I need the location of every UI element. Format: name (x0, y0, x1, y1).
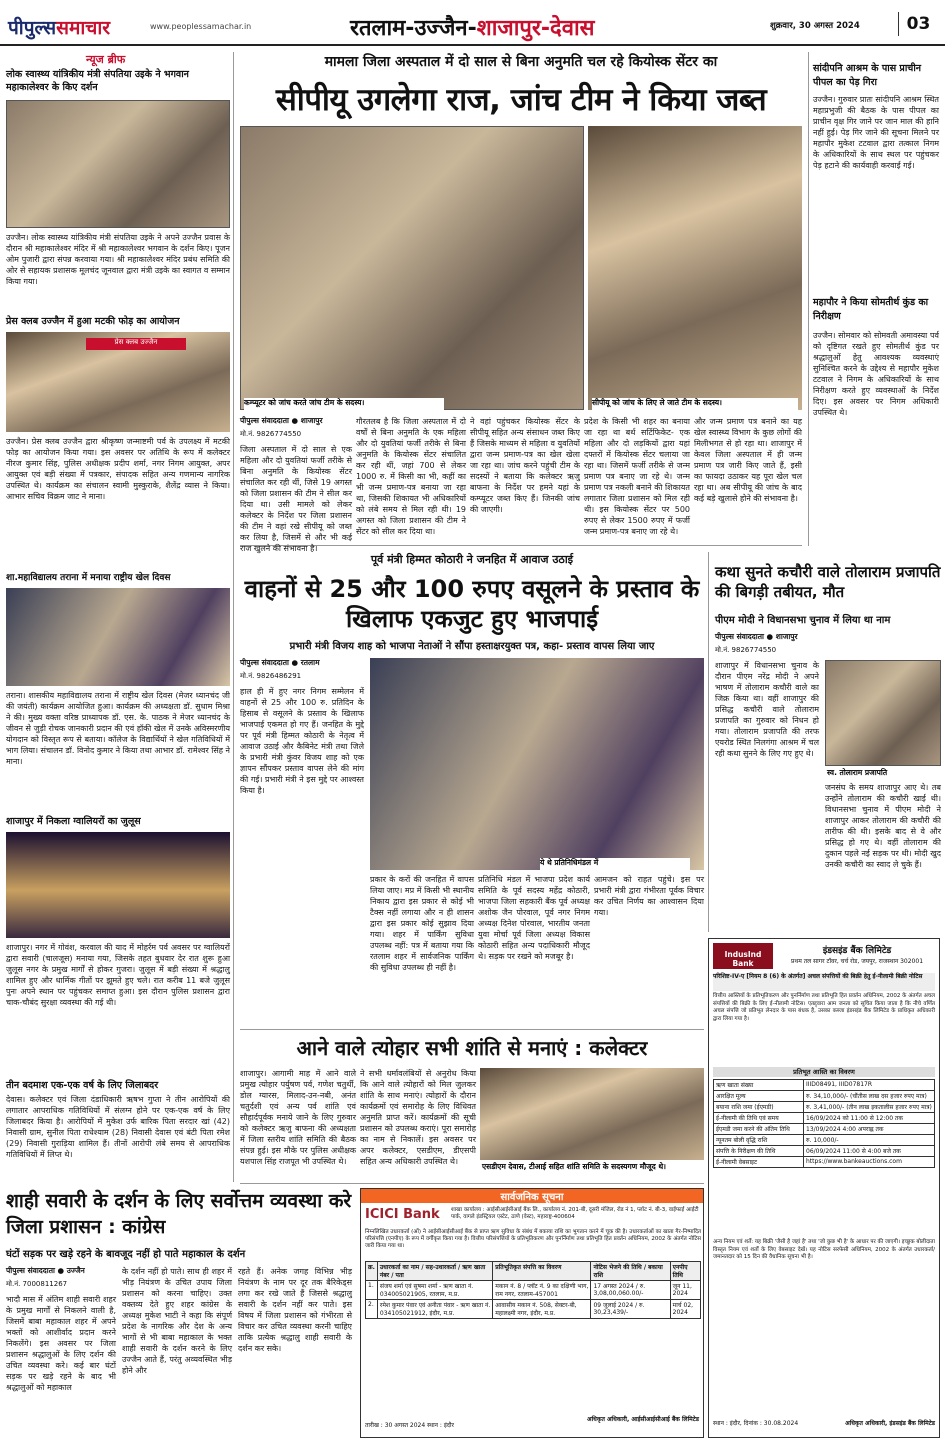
edition-red: शाजापुर-देवास (476, 16, 595, 41)
right-top-body2: उज्जैन। सोमवार को सोमवती अमावस्या पर्व को दृष्टिगत रखते हुए सोमतीर्थ कुंड पर श्रद्धालुओं हेतु आवश्यक व्यवस्थाएं सुनिश्चित करने के उद्देश्य से महापौर मुकेश टटवाल ने निगम के अधिकारियों के साथ निरीक्षण करते हुए व्यवस्थाओं के निर्देश दिए। इस अवसर पर निगम अधिकारी उपस्थित थे। (813, 331, 939, 417)
icici-cell: 1. (366, 1281, 378, 1300)
mid-deck: प्रभारी मंत्री विजय शाह को भाजपा नेताओं ने सौंपा हस्ताक्षरयुक्त पत्र, कहा- प्रस्ताव वापस लिया जाए (289, 641, 655, 652)
story5-body: देवास। कलेक्टर एवं जिला दंडाधिकारी ऋषभ गुप्ता ने तीन आरोपियों की लगातार आपराधिक गतिविधियों में संलग्न होने पर एक-एक वर्ष के लिए जिलाबदर किया है। आरोपियों में मुकेश उर्फ बारिक पिता सरदार खां (42) निवासी ग्राम, सुनील पिता राधेश्याम (28) निवासी देवास एवं बंटी पिता रमेश (29) निवासी गुराड़िया शामिल हैं। तीनों आरोपी लंबे समय से आपराधिक गतिविधियों में लिप्त थे। (6, 1095, 230, 1159)
indusind-row-label: न्यूनतम बोली वृद्धि राशि (714, 1135, 804, 1146)
story4-title: शाजापुर में निकला ग्वालियरों का जुलूस (6, 816, 141, 827)
mid-mobile: मो.नं. 9826486291 (240, 672, 302, 680)
indusind-row-value: रु. 10,000/- (804, 1135, 935, 1146)
icici-cell: 09 जुलाई 2024 / रु. 30,23,439/- (591, 1300, 670, 1319)
top-caption-2: सीपीयू को जांच के लिए ले जाते टीम के सदस्य। (592, 398, 798, 410)
bottom-mobile: मो.नं. 7000811267 (6, 1280, 68, 1288)
mid-photo-caption: ये थे प्रतिनिधिमंडल में (540, 858, 690, 870)
story4-body: शाजापुर। नगर में गोवंश, करवाल की याद में मोहर्रम पर्व अवसर पर ग्वालियरों द्वारा सवारी (चालजूस) मनाया गया, जिसके तहत बुधवार देर रात शुरू हुआ जुलूस नगर के प्रमुख मार्गों से होकर गुजरा। जुलूस में बड़ी संख्या में श्रद्धालु शामिल हुए और धार्मिक गीतों पर झूमते हुए चले। रात करीब 11 बजे जुलूस पुनः अपने स्थान पर पहुंचकर समाप्त हुआ। इस दौरान पुलिस प्रशासन द्वारा चाक-चौबंद सुरक्षा व्यवस्था की गई थी। (6, 943, 230, 1007)
bottom-deck: घंटों सड़क पर खड़े रहने के बावजूद नहीं हो पाते महाकाल के दर्शन (6, 1249, 246, 1260)
icici-ad (360, 1188, 704, 1438)
icici-cell: मकान नं. 8 / प्लॉट नं. 9 का दक्षिणी भाग, राम नगर, रतलाम-457001 (493, 1281, 591, 1300)
top-kicker: मामला जिला अस्पताल में दो साल से बिना अनुमति चल रहे कियोस्क सेंटर का (324, 54, 718, 70)
story2-body: उज्जैन। प्रेस क्लब उज्जैन द्वारा श्रीकृष्ण जन्माष्टमी पर्व के उपलक्ष्य में मटकी फोड़ का आयोजन किया गया। इस अवसर पर अतिथि के रूप में कलेक्टर नीरज कुमार सिंह, पुलिस अधीक्षक प्रदीप शर्मा, नगर निगम आयुक्त, अपर आयुक्त एवं बड़ी संख्या में पत्रकार, संपादक सहित अन्य गणमान्य नागरिक उपस्थित थे। कार्यक्रम का संचालन स्वामी मुस्कुराके, शैलेंद्र व्यास ने किया। आभार सचिव विक्रम जाट ने माना। (6, 437, 230, 501)
story3-photo (6, 588, 230, 686)
icici-cell: जून 11, 2024 (670, 1281, 700, 1300)
top-col2: गौरतलब है कि जिला अस्पताल में दो वर्षों से बिना अनुमति के एक महिला और दो युवतियां फर्जी तरीके से बिना अनुमति के कियोस्क सेंटर संचालित कर रही थीं, जहां 700 से लेकर 1000 रु. में किसी का भी, कहीं का भी जन्म प्रमाण-पत्र बनाया जा रहा था, जिसकी शिकायत भी अधिकारियों को लंबे समय से मिल रही थी। 19 अगस्त को जिला प्रशासन की टीम ने सेंटर को सील कर दिया था। (356, 417, 466, 536)
indusind-address: प्रथम तल सागर टॉवर, चर्च रोड, जयपुर, राजस्थान 302001 (790, 958, 924, 965)
indusind-title: इंडसइंड बैंक लिमिटेड (822, 946, 892, 956)
top-story (240, 52, 802, 553)
indusind-row-label: ई-नीलामी वेबसाइट (714, 1157, 804, 1168)
story3-title: शा.महाविद्यालय तराना में मनाया राष्ट्रीय खेल दिवस (6, 573, 171, 583)
right-mid-body1: शाजापुर में विधानसभा चुनाव के दौरान पीएम नरेंद्र मोदी ने अपने भाषण में तोलाराम कचौरी वाले का जिक्र किया था। वहीं शाजापुर की प्रसिद्ध कचौरी वाले तोलाराम प्रजापति का गुरुवार को निधन हो गया। तोलाराम प्रजापति की तरफ एयरोड स्थित निलगंगा आश्रम में चल रही कथा सुनने के लिए गए हुए थे। (715, 661, 819, 758)
lower-story (240, 1034, 704, 1184)
bottom-byline-city: उज्जैन (66, 1266, 85, 1275)
lower-body1: शाजापुर। आगामी माह में आने वाले प्रमुख त्योहार पर्युषण पर्व, गणेश चतुर्थी, डोल ग्यारस, मिलाद-उन-नबी, अनंत चतुर्दशी एवं अन्य पर्व शांति एवं सौहार्दपूर्वक मनाये जाने के लिए गुरुवार को कलेक्टर ऋजु बाफना की अध्यक्षता में जिला स्तरीय शांति समिति की बैठक संपन्न हुई। इस मौके पर पुलिस अधीक्षक यशपाल सिंह राजपूत भी उपस्थित थे। (240, 1069, 356, 1166)
story2-photo (6, 332, 230, 432)
icici-cell: 17 अगस्त 2024 / रु. 3,08,00,060.00/- (591, 1281, 670, 1300)
icici-cell: आवासीय मकान नं. 508, सेक्टर-बी, महालक्ष्मी नगर, इंदौर, म.प्र. (493, 1300, 591, 1319)
top-byline: पीपुल्स संवाददाता ● शाजापुर (240, 416, 323, 425)
icici-row (366, 1300, 701, 1319)
edition-title (350, 12, 680, 40)
page-number: 03 (898, 12, 938, 36)
mid-photo (370, 658, 704, 870)
left-column (6, 52, 234, 1182)
mid-byline: पीपुल्स संवाददाता ● रतलाम (240, 658, 320, 667)
masthead (0, 0, 945, 46)
right-mid-body2: जनसंघ के समय शाजापुर आए थे। तब उन्होंने तोलाराम की कचौरी खाई थी। विधानसभा चुनाव में पीएम मोदी ने शाजापुर आकर तोलाराम की कचौरी की तारीफ की थी। इसके बाद से वे और प्रसिद्ध हो गए थे। वहीं तोलाराम की दुकान पहले नई सड़क पर थी। मोदी खुद उनकी कचौरी का स्वाद ले चुके हैं। (825, 783, 941, 869)
indusind-table-head: प्रतिभूत आस्ति का विवरण (713, 1067, 935, 1077)
icici-row (366, 1281, 701, 1300)
story1-body: उज्जैन। लोक स्वास्थ्य यांत्रिकीय मंत्री संपतिया उइके ने अपने उज्जैन प्रवास के दौरान श्री महाकालेश्वर मंदिर में श्री महाकालेश्वर भगवान के दर्शन किए। पूजन ओम पुजारी द्वारा संपन्न करवाया गया। श्री महाकालेश्वर मंदिर प्रबंध समिति की ओर से सहायक प्रशासक मूलचंद जूनवाल द्वारा मंत्री उइके का स्वागत व सम्मान किया गया। (6, 233, 230, 286)
icici-cell: संजय शर्मा एवं सुषमा शर्मा - ऋण खाता नं. 034005021905, रतलाम, म.प्र. (377, 1281, 492, 1300)
icici-title: सार्वजनिक सूचना (361, 1189, 703, 1203)
indusind-sign: अधिकृत अधिकारी, इंडसइंड बैंक लिमिटेड (845, 1420, 935, 1427)
mid-byline-name: पीपुल्स संवाददाता (240, 658, 289, 667)
indusind-row (714, 1113, 935, 1124)
indusind-row-label: ईएमडी जमा करने की अंतिम तिथि (714, 1124, 804, 1135)
indusind-row (714, 1091, 935, 1102)
right-mid-mobile: मो.नं. 9826774550 (715, 646, 777, 654)
icici-sign: अधिकृत अधिकारी, आईसीआईसीआई बैंक लिमिटेड (587, 1416, 699, 1423)
indusind-row-label: ई-नीलामी की तिथि एवं समय (714, 1113, 804, 1124)
indusind-row-label: बयाना राशि जमा (ईएमडी) (714, 1102, 804, 1113)
right-mid-story (708, 552, 940, 932)
story4-photo (6, 832, 230, 938)
indusind-row-label: संपत्ति के निरीक्षण की तिथि (714, 1146, 804, 1157)
edition-black: रतलाम-उज्जैन- (350, 16, 477, 41)
indusind-row (714, 1157, 935, 1168)
bottom-story (6, 1188, 354, 1438)
top-col1: जिला अस्पताल में दो साल से एक महिला और दो युवतियां फर्जी तरीके से बिना अनुमति के कियोस्क सेंटर संचालित कर रही थीं, जिसे 19 अगस्त को जिला प्रशासन की टीम ने सील कर दिया था। उसी मामले को लेकर कलेक्टर के निर्देश पर जिला प्रशासन की टीम ने वहां रखे सीपीयू को जब्त कर लिया है, जिसमें से और भी कई राज खुलने की संभावना है। (240, 445, 352, 553)
right-top (808, 52, 940, 546)
bottom-col3: रहते हैं। अनेक जगह विभिन्न भीड़ नियंत्रण के नाम पर दूर तक बैरिकेड्स लगा कर रखे जाते हैं जिससे श्रद्धालु सवारी के दर्शन नहीं कर पाते। इस विषय में जिला प्रशासन को गंभीरता से विचार कर उचित व्यवस्था करनी चाहिए ताकि प्रत्येक श्रद्धालु शाही सवारी के दर्शन कर सके। (238, 1267, 352, 1353)
top-byline-name: पीपुल्स संवाददाता (240, 416, 289, 425)
icici-cell: मार्च 02, 2024 (670, 1300, 700, 1319)
bottom-headline: शाही सवारी के दर्शन के लिए सर्वोत्तम व्यवस्था करे जिला प्रशासन : कांग्रेस (6, 1190, 352, 1238)
indusind-row-value: रु. 3,41,000/- (तीन लाख इकतालीस हजार रुपए मात्र) (804, 1102, 935, 1113)
icici-footer: तारीख : 30 अगस्त 2024 स्थान : इंदौर (365, 1422, 454, 1429)
story1-title: लोक स्वास्थ्य यांत्रिकीय मंत्री संपतिया उइके ने भगवान महाकालेश्वर के किए दर्शन (6, 69, 189, 93)
indusind-logo: IndusInd Bank (713, 943, 773, 969)
top-col5: और जन्म प्रमाण पत्र बनाने का यह खेल स्वास्थ्य विभाग के कुछ लोगों की मिलीभगत से हो रहा था। शाजापुर में केवल जिला अस्पताल में ही जन्म प्रमाण पत्र जारी किए जाते हैं, इसी का फायदा उठाकर यह पूरा खेल चल रहा था। अब सीपीयू की जांच के बाद कई बड़े खुलासे होने की संभावना है। (694, 417, 802, 503)
brief-label: न्यूज ब्रीफ (86, 53, 126, 66)
bottom-col1: भादौ मास में अंतिम शाही सवारी शहर के प्रमुख मार्गों से निकलने वाली है, जिसमें बाबा महाकाल शहर में अपने भक्तों को आशीर्वाद प्रदान करने निकलेंगे। इस अवसर पर जिला प्रशासन श्रद्धालुओं के लिए दर्शन की उचित व्यवस्था करे। कई बार घंटों सड़क पर खड़े रहने के बाद भी श्रद्धालुओं को महाकाल (6, 1295, 116, 1392)
icici-head: शाखा कार्यालय : आईसीआईसीआई बैंक लि., कार्यालय नं. 201-बी, दूसरी मंजिल, रोड नं 1, प्लॉट नं. बी-3, वाईफाई आईटी पार्क, वागले इंडस्ट्रियल एस्टेट, ठाणे (वेस्ट), महाराष्ट्र-400604 (451, 1207, 699, 1220)
icici-col-header: उधारकर्ता का नाम / सह-उधारकर्ता / ऋण खाता नंबर / पता (377, 1262, 492, 1281)
bottom-col2: के दर्शन नहीं हो पाते। साथ ही शहर में भीड़ नियंत्रण के उचित उपाय जिला प्रशासन को करना चाहिए। उक्त वक्तव्य देते हुए शहर कांग्रेस के अध्यक्ष मुकेश भाटी ने कहा कि संपूर्ण प्रदेश के नागरिक और देश के अन्य भागों से भी बाबा महाकाल के भक्त शाही सवारी के दर्शन करने के लिए उज्जैन आते हैं, परंतु अव्यवस्थित भीड़ होने और (122, 1267, 232, 1375)
indusind-table (713, 1079, 935, 1168)
lower-body2: ने सभी धर्मावलंबियों से अनुरोध किया कि आने वाले त्योहारों को मिल जुलकर शांति के साथ मनाएं। त्योहारों के दौरान कार्यक्रमों एवं समारोह के लिए विधिवत अनुमति प्राप्त करें। कार्यक्रमों की सूची प्रशासन को उपलब्ध कराएं। पूरा समारोह का नाम से निकालें। इस अवसर पर अपर कलेक्टर, एसडीएम, डीएसपी सहित अन्य अधिकारी उपस्थित थे। (360, 1069, 476, 1166)
top-mobile: मो.नं. 9826774550 (240, 430, 302, 438)
lower-photo-caption: एसडीएम देवास, टीआई सहित शांति समिति के सदस्यगण मौजूद थे। (482, 1162, 704, 1182)
indusind-row-value: 16/09/2024 को 11:00 से 12:00 तक (804, 1113, 935, 1124)
right-mid-byline-city: शाजापुर (775, 632, 798, 641)
icici-intro: निम्नलिखित उधारकर्ता (ओं) ने आईसीआईसीआई बैंक से प्राप्त ऋण सुविधा के संबंध में बकाया राशि का भुगतान करने में चूक की है। उधारकर्ताओं का खाता गैर-निष्पादित परिसंपत्ति (एनपीए) के रूप में वर्गीकृत किया गया है। वित्तीय परिसंपत्तियों के प्रतिभूतिकरण और पुनर्निर्माण तथा प्रतिभूति हित प्रवर्तन अधिनियम, 2002 के अंतर्गत नोटिस जारी किया गया था। (365, 1229, 701, 1249)
indusind-place: स्थान : इंदौर, दिनांक : 30.08.2024 (713, 1420, 799, 1427)
icici-col-header: नोटिस भेजने की तिथि / बकाया राशि (591, 1262, 670, 1281)
indusind-notice: परिशिष्ट-IV-ए [नियम 8 (6) के अंतर्गत] अचल संपत्तियों की बिक्री हेतु ई-नीलामी बिक्री नोटिस (713, 973, 935, 991)
icici-table (365, 1261, 701, 1319)
logo[interactable] (8, 14, 148, 39)
site-url[interactable]: www.peoplessamachar.in (150, 22, 252, 31)
indusind-ad (708, 938, 940, 1438)
icici-col-header: क्र. (366, 1262, 378, 1281)
mid-col1: हाल ही में हुए नगर निगम सम्मेलन में वाहनों से 25 और 100 रु. प्रतिदिन के हिसाब से वसूलने के प्रस्ताव के खिलाफ भाजपाई एकमत हो गए हैं। जनहित के मुद्दे पर पूर्व मंत्री हिम्मत कोठारी के नेतृत्व में आवाज उठाई और कैबिनेट मंत्री तथा जिले के प्रभारी मंत्री कुंवर विजय शाह को एक ज्ञापन सौंपकर प्रस्ताव वापस लेने की मांग की गई। प्रभारी मंत्री ने इस मुद्दे पर आश्वस्त किया है। (240, 687, 364, 795)
right-top-title: सांदीपनि आश्रम के पास प्राचीन पीपल का पेड़ गिरा (813, 63, 922, 88)
top-col3: ने वहां पहुंचकर कियोस्क सेंटर के सीपीयू सहित अन्य संसाधन जब्त किए हैं जिसके माध्यम से महिला व युवतियों द्वारा जन्म प्रमाण-पत्र का खेल खेला जा रहा था। जांच करने पहुंची टीम के सदस्यों ने बताया कि कलेक्टर ऋजु बाफना के निर्देश पर हमने यहां के कम्प्यूटर जब्त किए हैं। जिनकी जांच की जाएगी। (470, 417, 580, 514)
mid-byline-city: रतलाम (300, 658, 320, 667)
lower-photo (480, 1068, 704, 1160)
date: शुक्रवार, 30 अगस्त 2024 (770, 21, 860, 31)
indusind-row (714, 1124, 935, 1135)
top-headline: सीपीयू उगलेगा राज, जांच टीम ने किया जब्त (275, 82, 767, 118)
logo-text-1: पीपुल्स (8, 17, 57, 39)
story1-photo (6, 100, 230, 228)
right-mid-byline: पीपुल्स संवाददाता ● शाजापुर (715, 632, 798, 641)
mid-headline: वाहनों से 25 और 100 रुपए वसूलने के प्रस्ताव के खिलाफ एकजुट हुए भाजपाई (244, 575, 700, 633)
indusind-row (714, 1102, 935, 1113)
icici-logo: ICICI Bank (365, 1207, 440, 1222)
story2-photo-banner: प्रेस क्लब उज्जैन (86, 338, 186, 350)
top-caption-1: कम्प्यूटर को जांच करते जांच टीम के सदस्य। (244, 398, 444, 410)
icici-cell: रमेश कुमार पंवार एवं अनीता पंवार - ऋण खाता नं. 034105021912, इंदौर, म.प्र. (377, 1300, 492, 1319)
right-top-body1: उज्जैन। गुरुवार प्रातः सांदीपनि आश्रम स्थित महाप्रभुजी की बैठक के पास पीपल का प्राचीन वृक्ष गिर जाने पर जान माल की हानि नहीं हुई। पेड़ गिर जाने की सूचना मिलने पर महापौर मुकेश टटवाल द्वारा तत्काल निगम के अधिकारियों के साथ स्थल पर पहुंचकर पेड़ हटाने की कार्यवाही करवाई गई। (813, 95, 939, 170)
indusind-row (714, 1080, 935, 1091)
right-mid-deck: पीएम मोदी ने विधानसभा चुनाव में लिया था नाम (715, 615, 891, 626)
indusind-terms: अन्य नियम एवं शर्तें: यह बिक्री 'जैसी है जहां है' तथा 'जो कुछ भी है' के आधार पर की जाएगी। इच्छुक बोलीदाता विस्तृत नियम एवं शर्तों के लिए वेबसाइट देखें। यह नोटिस सरफेसी अधिनियम, 2002 के अंतर्गत उधारकर्ता/जमानतदार को 15 दिन की वैधानिक सूचना भी है। (713, 1239, 935, 1260)
mid-col2: प्रकार के करों की जनहित में वापस लिया जाए। मप्र में किसी भी स्थानीय निकाय द्वारा इस प्रकार से कोई भी टैक्स नहीं लगाया और न ही शासन द्वारा इस प्रकार कोई सुझाव दिया गया। शहर में पार्किंग सुविधा उपलब्ध नहीं: पत्र में बताया गया कि रतलाम शहर में सार्वजनिक पार्किंग की सुविधा उपलब्ध ही नहीं है। (370, 875, 474, 972)
icici-cell: 2. (366, 1300, 378, 1319)
top-byline-city: शाजापुर (300, 416, 323, 425)
right-top-title2: महापौर ने किया सोमतीर्थ कुंड का निरीक्षण (813, 297, 929, 322)
indusind-row-value: https://www.bankeauctions.com (804, 1157, 935, 1168)
bottom-byline: पीपुल्स संवाददाता ● उज्जैन (6, 1266, 85, 1275)
indusind-row-value: 06/09/2024 11:00 से 4:00 बजे तक (804, 1146, 935, 1157)
indusind-row-value: 13/09/2024 4:00 अपराह्न तक (804, 1124, 935, 1135)
logo-text-2: समाचार (56, 17, 111, 39)
lower-headline: आने वाले त्योहार सभी शांति से मनाएं : कलेक्टर (296, 1036, 648, 1060)
story5-title: तीन बदमाश एक-एक वर्ष के लिए जिलाबदर (6, 1080, 159, 1091)
top-photo-2 (588, 126, 802, 410)
indusind-intro: वित्तीय आस्तियों के प्रतिभूतिकरण और पुनर्निर्माण तथा प्रतिभूति हित प्रवर्तन अधिनियम, 2002 के अंतर्गत अचल संपत्तियों की बिक्री के लिए ई-नीलामी नोटिस। एतद्द्वारा आम जनता को सूचित किया जाता है कि नीचे वर्णित अचल संपत्ति जो प्रतिभूत लेनदार के पास बंधक है, उसका कब्जा इंडसइंड बैंक लिमिटेड के प्राधिकृत अधिकारी द्वारा लिया गया है। (713, 993, 935, 1022)
top-photo-1 (240, 126, 584, 410)
icici-col-header: प्रतिभूतिकृत संपत्ति का विवरण (493, 1262, 591, 1281)
right-mid-headline: कथा सुनते कचौरी वाले तोलाराम प्रजापति की बिगड़ी तबीयत, मौत (715, 563, 941, 601)
indusind-row-value: रु. 34,10,000/- (चौंतीस लाख दस हजार रुपए मात्र) (804, 1091, 935, 1102)
right-mid-byline-name: पीपुल्स संवाददाता (715, 632, 764, 641)
story2-title: प्रेस क्लब उज्जैन में हुआ मटकी फोड़ का आयोजन (6, 316, 180, 327)
indusind-row-label: ऋण खाता संख्या (714, 1080, 804, 1091)
bottom-byline-name: पीपुल्स संवाददाता (6, 1266, 55, 1275)
indusind-row (714, 1135, 935, 1146)
indusind-row-value: IIID08491, IIID07817R (804, 1080, 935, 1091)
top-col4: प्रदेश के किसी भी शहर का बनाया जा रहा था बर्थ सर्टिफिकेट- एक महिला और दो लड़कियों द्वारा यहां दफ्तरों में कियोस्क सेंटर चलाया जा रहा था। जिसमें फर्जी तरीके से जन्म प्रमाण पत्र बनाए जा रहे थे। जन्म प्रमाण पत्र नकली बनाने की शिकायत लगातार जिला प्रशासन को मिल रही थी। इस कियोस्क सेंटर पर 500 रुपए से लेकर 1500 रुपए में फर्जी जन्म प्रमाण-पत्र बनाए जा रहे थे। (584, 417, 690, 536)
right-mid-photo (825, 660, 941, 766)
story3-body: तराना। शासकीय महाविद्यालय तराना में राष्ट्रीय खेल दिवस (मेजर ध्यानचंद जी की जयंती) कार्यक्रम आयोजित हुआ। कार्यक्रम की अध्यक्षता डॉ. सुधाम मिश्रा ने की। मुख्य वक्ता वरिष्ठ प्राध्यापक डॉ. एस. के. पाठक ने मेजर ध्यानचंद के जीवन से जुड़ी रोचक जानकारी प्रदान की एवं हॉकी खेल में उनके अविस्मरणीय योगदान को विस्तृत रूप से बताया। कॉलेज के विद्यार्थियों ने खेल गतिविधियों में भाग लिया। संचालन डॉ. विनोद कुमार ने किया तथा आभार डॉ. रामेश्वर सिंह ने माना। (6, 691, 230, 766)
right-mid-photo-caption: स्व. तोलाराम प्रजापति (827, 768, 939, 780)
icici-col-header: एनपीए तिथि (670, 1262, 700, 1281)
indusind-row (714, 1146, 935, 1157)
mid-kicker: पूर्व मंत्री हिम्मत कोठारी ने जनहित में आवाज उठाई (370, 553, 574, 566)
mid-col4: आमजन को राहत पहुंचे। इस पर प्रभारी मंत्री द्वारा गंभीरता पूर्वक विचार कर उचित निर्णय का आश्वासन दिया गया। (594, 875, 704, 917)
mid-story (240, 552, 704, 1030)
mid-col3: प्रतिनिधि मंडल में भाजपा प्रदेश कार्य समिति के पूर्व सदस्य महेंद्र कोठारी, भाजपा जिला सहकारी बैंक पूर्व अध्यक्ष अशोक जैन पोरवाल, पूर्व नगर निगम अध्यक्ष दिनेश पोरवाल, भारतीय जनता युवा मोर्चा पूर्व जिला अध्यक्ष विकास कोठारी सहित अन्य पदाधिकारी मौजूद थे। सड़क पर रखने को मजबूर है। (478, 875, 590, 961)
indusind-row-label: आरक्षित मूल्य (714, 1091, 804, 1102)
